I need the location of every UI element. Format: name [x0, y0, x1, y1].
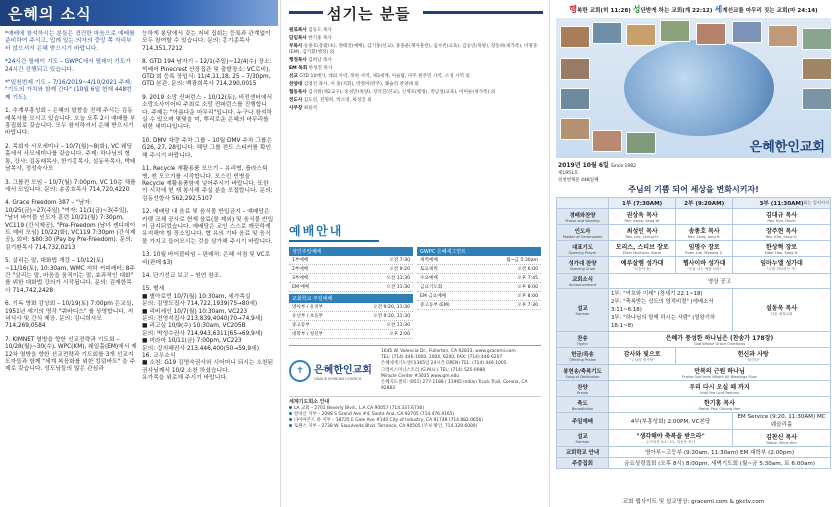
staff-role: 사무장 — [289, 106, 303, 111]
praise: 우리 다시 오실 때 까지 Until the Lord Returns — [609, 381, 831, 397]
motto-text: 복한 교회(히 11:28) — [576, 8, 631, 14]
contact-block — [289, 345, 541, 392]
dateline — [552, 158, 835, 183]
schedule-row — [289, 321, 413, 330]
staff-role: 원로목사 — [289, 28, 307, 33]
branches-title: 세계기도회소 안내 — [289, 399, 330, 406]
bullet-icon — [289, 406, 292, 409]
staff-row — [289, 98, 541, 104]
staff-names: 김영진 목사, 이 홍(지휘), 박정미(반주), 웨슬리 찬양대 외 — [303, 82, 419, 87]
row-label: 교회소식 Announcement — [557, 274, 609, 289]
schedule-row — [417, 274, 541, 283]
photo — [802, 28, 831, 50]
website-footer[interactable]: 교회 웹사이트 및 설교영상: gracemi.com & gkctv.com — [622, 499, 765, 505]
schedule-title: 예배안내 — [289, 222, 379, 242]
address-line: Miracle Center #3035 www.gm.edu — [381, 373, 460, 379]
news-panel — [0, 0, 278, 507]
staff-names: 최용석 — [303, 106, 318, 111]
news-item: 능하게 봉담에서 갖는 저녁 집회는 등록과 관계없이 모두 참여할 수 있습니다. 문의: 홍기종목사 714,351,7212 — [142, 31, 271, 52]
staff-row — [289, 28, 541, 34]
staff-header — [281, 0, 549, 26]
schedule-item: 대학부 / 청년부 — [292, 332, 324, 337]
bulletin-panel — [552, 0, 835, 507]
schedule-time: 오후 8:00 — [517, 294, 538, 299]
schedule-time: 오전 7:30 — [389, 258, 410, 263]
worship-order-table — [556, 197, 831, 469]
news-header — [0, 0, 278, 26]
photo — [592, 22, 622, 44]
schedule-row — [417, 292, 541, 301]
schedule-row — [417, 265, 541, 274]
schedule-time: 월~금 5:30am — [506, 258, 538, 263]
response: 만복의 근원 하나님 Praise God from Whom All Blessings Flow — [609, 365, 831, 381]
staff-names: 김동도 목사 — [308, 28, 332, 33]
address-line: 그레이스미니스트리 (G.M.U.) TEL: (714) 525-0088 — [381, 367, 486, 373]
staff-role: 찬양대 — [289, 82, 303, 87]
service-1-cell: 최성인 목사 Rev. Lee, Leung H. — [609, 225, 676, 241]
schedule-item: 토요새벽 — [420, 267, 438, 272]
schedule-item: 2부예배 — [292, 267, 309, 272]
schedule-row — [289, 265, 413, 274]
staff-names: 김희남 목사 — [308, 58, 332, 63]
service-1-cell: 예루살렘 성가대 "모퉁이 돌" — [609, 257, 676, 274]
news-item: 2. 목회자 사모세미나 – 10/7(월)~8(화), VC 웨딩홀에서 사모세미나를 갖습니다. 주제: 하나님의 형통, 강사: 김동래목사, 한기홍목사, 설동욱목사, 박태남목사, 정성숙사모 — [5, 143, 136, 173]
preacher: 설동욱 목사 서울 예정교회 — [733, 289, 831, 332]
staff-row — [289, 58, 541, 64]
photo — [560, 118, 590, 140]
photo — [626, 24, 656, 46]
staff-role: 행정목사 — [289, 58, 307, 63]
schedule-item: 중고등부 (EM) — [420, 303, 450, 308]
sermon-list: 1부: "여호와 이레" (창세기 22:1~18) 2부: "축복받는 성도의 영적비결" (에베소서 3:11~6:18) 3부: "하나님의 함께 하시는 사람" (열왕기하 18:1~8) — [609, 289, 733, 332]
worship-row — [557, 209, 831, 225]
theme: 주님의 기쁨 되어 세상을 변화시키자! — [628, 185, 759, 194]
photo — [560, 26, 590, 48]
schedule-item: 금요기도회 — [420, 285, 443, 290]
church-name: 은혜한인교회 — [314, 364, 372, 376]
schedule-time: 오후 8:00 — [517, 285, 538, 290]
row-label: 설교 Sermon — [557, 430, 609, 447]
schedule-item: 영아부 / 유치부 — [292, 305, 324, 310]
schedule-row — [289, 274, 413, 283]
service-2-cell — [676, 209, 733, 225]
bullet-icon — [289, 412, 292, 415]
schedule-head: 교회학교 주일예배 — [289, 294, 413, 303]
bullet-icon — [289, 418, 292, 421]
photo — [696, 23, 726, 45]
globe-image — [624, 40, 774, 136]
branch-text: LA 교회 – 2701 Beverly Blvd., L.A CA 90057 (714.337.6730) — [294, 406, 425, 412]
volume: 제1951호 — [558, 171, 579, 176]
standing-note: *회는 일어서서 — [801, 200, 829, 205]
row-label: 주중집회 — [557, 458, 609, 469]
cross-icon: ✝ — [289, 360, 311, 382]
news-item: 4. Grace Freedom 387 – "남자: 10/25(금)~27(주일) "여자: 11/1(금)~3(주일), "남녀 바이블 인도자 훈련 10/21(월) 7:30pm, VC119 (간식제공), "Pre-Freedom (남녀 켄디데이트 예비 모임) 10/22(화), VC119 7:30pm (간식제공), 회비: $80:30 (Pay by Pre-Freedom). 문의: 김기환목사 714,732,0213 — [5, 200, 136, 251]
schedule-time: 오전 11:30 — [386, 276, 410, 281]
service-2-cell: 헵사이바 성가대 "공동 나는 세를 보라" — [676, 257, 733, 274]
since: Since 1982 — [610, 164, 636, 169]
staff-role: 협동목사 — [289, 90, 307, 95]
staff-names: 김석원(제2교구), 홍성만(목양), 장석진(선교), 신재호(행정), 박남성(교육), 이미순(새가족) 외 — [308, 90, 496, 95]
row-label: 축도 Benediction — [557, 397, 609, 413]
date: 2019년 10월 6일 — [558, 162, 609, 169]
row-label: 설교 Sermon — [557, 289, 609, 332]
schedule-time: 오후 7:45 — [517, 276, 538, 281]
staff-row — [289, 44, 541, 56]
row-label: 경배와찬양 Praise and Worship — [557, 209, 609, 225]
news-item: ■ 별아로먼 10/7(월) 10:30am, 세가족실 — [142, 293, 251, 300]
news-item: 유가족을 위로해 주시기 바랍니다. — [142, 375, 228, 382]
hymn: 은혜가 풍성한 하나님은 (찬송가 178장) God Whose Grace Overflows — [609, 332, 831, 348]
banner-church-name: 은혜한인교회 — [749, 140, 825, 155]
schedule-row — [417, 301, 541, 310]
service-3-cell: 장주현 목사 Rev. Kim, Sang O. — [733, 225, 831, 241]
col-spacer — [557, 198, 609, 209]
motto-text: 계선교를 마무리 짓는 교회(마 24:14) — [722, 8, 818, 14]
staff-role: 선교 — [289, 74, 298, 79]
schedule-time: 오후 2:00 — [389, 332, 410, 337]
church-name-en: GRACE KOREAN CHURCH — [314, 375, 362, 381]
schedule-time: 오전 11:30 — [386, 323, 410, 328]
address-line: 은혜세계기도센터(365일 24시간 OPEN) TEL: (714) 446-1005 — [381, 361, 507, 367]
photo — [560, 58, 590, 80]
row-label: 봉헌송/축복기도 Song of Dedication — [557, 365, 609, 381]
staff-row — [289, 82, 541, 88]
address-line: 1645 W. Valencia Dr., Fullerton, CA 92833, www.gracemi.com — [381, 349, 516, 354]
worship-row — [557, 241, 831, 257]
photo — [592, 130, 622, 152]
news-item: 7. KIMNET 열방을 향한 선교전략과 기도회 – 10/28(월)~30(수), WPC(KM), 웨일홀(EM)에서 제 12차 열방을 향한 선교전략과 기도회를 3개 선교지도자들과 함께 "세계 복음화를 위한 킹덤바트" 을 주제로 갖습니다. 성도님들의 많은 관심과 — [5, 336, 137, 373]
news-item: ■ 미라마 10/11(금) 7:00pm, VC223 — [142, 338, 242, 345]
staff-row — [289, 106, 541, 112]
schedule-sunday — [289, 245, 413, 339]
photo — [768, 25, 798, 47]
sunday-revival: 4부(부흥성회) 2:00PM, VC본당 — [609, 413, 733, 430]
schedule-item: 유년부 / 초등부 — [292, 314, 324, 319]
service-2-cell: 임명수 장로 Elder Lim, Myeong S. — [676, 241, 733, 257]
header-rule — [423, 11, 543, 14]
news-item: 문의: 전영석집사 213,839,4040(70→74,9세) — [142, 316, 263, 322]
worship-row — [557, 225, 831, 241]
weekly-meetings: 금요성령집회 (오후 8시) 8:00pm, 새벽기도회 (월~금 5:30am, 토 6:00am) — [609, 458, 831, 469]
staff-names: GTD 10배가, 대외 사역, 북한 사역, 제3세계, 이슬람, 미주 원주민 사역, 소경 사역 외 — [299, 74, 470, 79]
branch-text: 알바산 지부 – 2098 S Grand Ave #4, Santa Ana, CA 92705 (714.476.9165) — [294, 412, 455, 418]
schedule-row — [289, 283, 413, 292]
worship-row — [557, 257, 831, 274]
news-item: 문의: 강지혜권사 213,446,400(50→59,9세) — [142, 345, 259, 352]
schedule-time: 오전 9:20, 11:30 — [373, 305, 410, 310]
motto-text: 단받게 하는 교회(계 22:12) — [640, 8, 713, 14]
news-item: 13. 10월 바이블타임 – 판매처: 은혜 서점 및 VC로비(판매 $3) — [142, 252, 271, 266]
news-item: 문의: 김명도집사 714,722,1939(75→80세) — [142, 301, 258, 308]
news-item: 15. 별세 — [142, 286, 165, 293]
news-item: 12. 예배당 내 음료 및 음식물 반입금지 – 예배당은 카펫 교체 공사로 현재 음료(물 제외) 및 음식물 반입이 금지되었습니다. 예배당은 교인 스스로 깨끗하게 유지해야 할 장소입니다. 협 유의 기타 음료 및 음식물 가지고 들어오시는 것을 삼가해 주시기 바랍니다. — [142, 209, 274, 245]
service-1-cell: 모리스, 스티브 장로 Elder Morrison, Steve — [609, 241, 676, 257]
schedule-time: 오후 7:30 — [517, 303, 538, 308]
staff-list — [281, 26, 549, 216]
row-label: 성가대 찬양 Opening Choir — [557, 257, 609, 274]
schedule-item: EM 예배 — [292, 285, 310, 290]
address-line: 은혜지도센터: (951) 277-1188 / 11965 Indian Truck Trail, Corona, CA 92883 — [381, 380, 528, 392]
row-label: 찬송 Hymn — [557, 332, 609, 348]
staff-names: 김도연, 전명희, 박소영, 하성진 외 — [303, 98, 372, 103]
service-2-header: 2부 (9:20AM) — [676, 198, 733, 209]
photo — [560, 88, 590, 110]
row-label: 인도자 Master of Ceremonies — [557, 225, 609, 241]
service-1-header: 1부 (7:30AM) — [609, 198, 676, 209]
news-item: 6. 기독 영화 감상회 – 10/19(토) 7:00pm 은교실, 1951년 세기의 명작 "쿼바디스" 를 상영합니다. 저녁식사 및 간식 제공. 문의: 김니희사모 714,269,0584 — [5, 301, 134, 330]
staff-role: 담임목사 — [289, 36, 307, 41]
motto-initial: 세 — [714, 5, 723, 14]
address-line: TEL: (714) 446-1000, 1004, 6200, FAX: (714) 446-6207 — [381, 355, 503, 361]
schedule-time: 오전 11:30 — [386, 285, 410, 290]
staff-row — [289, 66, 541, 72]
news-item: 16. 교우소식 — [142, 353, 176, 360]
service-3-cell: 김대규 목사 Rev. Kim, David — [733, 209, 831, 225]
schedule-time: 오전 9:20, 11:30 — [373, 314, 410, 319]
news-item: *예배에 참석하시는 분들은 경건한 마음으로 예배를 준비하여 주시고, 입례 있는 의자의 중앙 쪽 자리부터 앉으셔서 은혜 받으시기 바랍니다. — [5, 31, 135, 52]
staff-names: 한성진 목사 — [308, 66, 333, 71]
news-item: 9. 2019 소망 컨퍼런스 – 10/12(토), 비전센터에서 소망소사이어티 주최로 소망 컨퍼런스를 진행합니다. 주제는 "아름다운 마무리"입니다. 누구나 참석하실 수 있으며 몇몇을 미, 뿌리로운 은혜의 마무리를 위한 세미나입니다. — [142, 94, 273, 131]
branches — [289, 396, 541, 430]
photo — [626, 132, 656, 154]
news-item: ■ 리고실 10/9(수) 10:30am, VC205B — [142, 323, 246, 330]
service-1-cell: 권상욱 목사 Rev. Kwon, Sang W. — [609, 209, 676, 225]
schedule-time: 오전 9:20 — [389, 267, 410, 272]
photo — [660, 20, 690, 42]
news-item: 14. 단기선교 보고 – 원연 참조. — [142, 272, 222, 279]
offering-2: 헌신과 사랑 "올인다" — [676, 348, 831, 365]
staff-names: 한기홍 목사 — [308, 36, 332, 41]
service-3-header: 3부 (11:30AM) — [733, 198, 831, 209]
motto-initial: 성 — [632, 5, 641, 14]
staff-panel — [280, 0, 550, 507]
motto-initial: 행 — [569, 5, 577, 14]
schedule-row — [289, 256, 413, 265]
row-label: 교회학교 안내 — [557, 447, 609, 458]
cover-image — [556, 18, 831, 158]
schedule-row — [417, 256, 541, 265]
row-label: 헌금/특송 Offering Praise — [557, 348, 609, 365]
service-3-cell: 한상혁 장로 Elder Han, Sang H. — [733, 241, 831, 257]
staff-row — [289, 90, 541, 96]
row-label: 주일예배 — [557, 413, 609, 430]
news-title: 은혜의 소식 — [8, 5, 92, 23]
relay-count: 일천번제문 448일째 — [558, 178, 599, 183]
schedule-row — [289, 312, 413, 321]
afternoon-sermon: "생각해야 축복을 받으라" 누가복음 5:1~11, 설동욱 목사 — [609, 430, 733, 447]
news-item: ■ 소천: G19 김영숙권사와 시어머니 되시는 소천된 권사님께서 10/2 소천 하셨습니다. — [142, 360, 274, 374]
branch-text: 다이아몬드 바 지부 – 18725 E Gale Ave #140 City of Industry, CA 91748 (714.882.0656) — [294, 418, 484, 424]
schedule-head: GWPC 은혜세그먼트 — [417, 247, 541, 256]
schedule-item: EM 금요예배 — [420, 294, 447, 299]
news-item: 8. GTD 194 남자기 – 12/1(주일)~12/4(수) 장소: 빅베어 Pinecrest 산장집관 및 출발장소: VC로비), GTD 회 등록 장입식: 11/4,11,18, 25 – 7/30pm, GTD 본관. 문의: 백광희목사 714,290,0015 — [142, 59, 272, 88]
photo — [802, 58, 831, 80]
news-item: 1. 추계부흥성회 – 은혜의 말씀을 전해 주시는 김동래목사를 모시고 있습니다. 오늘 오후 2시 예배를 부흥집회로 갖습니다. 모두 참석하셔서 은혜 받으시기 바랍니다. — [5, 108, 136, 137]
schedule-row — [289, 330, 413, 339]
staff-row — [289, 74, 541, 80]
schedule-item: 중고등부 — [292, 323, 310, 328]
staff-role: EM 목회 — [289, 66, 308, 71]
schedule-item: 3부예배 — [292, 276, 309, 281]
schedule-time: 오전 6:00 — [517, 267, 538, 272]
staff-title: 섬기는 분들 — [327, 5, 411, 23]
news-item: 10. DMV 차량 주차 그룹 – 10월 DMV 주차 그룹은 G26, 27, 28입니다. 해당 그룹 전도 스티커를 확인해 주시기 바랍니다. — [142, 137, 273, 159]
schedule-item: 1부예배 — [292, 258, 309, 263]
schedule-row — [417, 283, 541, 292]
em-service: EM Service (9:20, 11:30AM) MC웨슬리홀 — [733, 413, 831, 430]
school-info: 영아부~고등부 (9:20am, 11:30am) EM 대학부 (2:00pm) — [609, 447, 831, 458]
news-item: ■ 리버세인 10/7(월) 10:30am, VC223 — [142, 308, 248, 315]
announcement: 영상 공고 — [609, 274, 831, 289]
row-label: 찬양 Praise — [557, 381, 609, 397]
staff-names: 송종호(총괄/초), 정태진(예배), 김기홍(선교), 홍종운(제자훈련), 임수빈(교육), 김승연(목양), 장동하(새가족), 이명준(EM), 김기환(행정) 외 — [289, 44, 538, 55]
church-logo — [289, 349, 381, 392]
news-item: 문의: 박성수권사 714,943,6311(65→69,9세) — [142, 330, 263, 337]
news-column-2 — [142, 31, 274, 383]
schedule-row — [289, 303, 413, 312]
news-item: *"일천번제 기도 – 7/16/2019~4/10/2021 주제: "기도의 가치와 함께 간다" (10월 6일 현재 448번째 기도). — [5, 80, 132, 101]
church-motto — [552, 0, 835, 15]
em-preacher: 김찬신 목사 Pastor Shine Kim — [733, 430, 831, 447]
schedule-item: 새벽예배 — [420, 258, 438, 263]
schedule-head: 성인주일예배 — [289, 247, 413, 256]
branch-text: 토랜스 지부 – 2738 W. Sepulveda Blvd. Torrance, CA 90505 (주보 확인, 714.329.6000) — [294, 424, 478, 430]
header-rule — [289, 11, 323, 14]
news-item: 11. Recycle 재활용품 모으기 – 유리병, 플라스틱병, 캔 모으기를 시작합니다. 모스킨 빈병을 Recycle 재활용품함에 넣어주시기 바랍니다. 또한 이 시작에 헌 재 봉사해 주실 분을 모집합니다. 문의: 김동선항사 562,292,5107 — [142, 166, 273, 202]
row-label: 대표기도 Opening Prayer — [557, 241, 609, 257]
branch-item — [289, 424, 541, 430]
news-item: 3. 그룹전 모임 – 10/7(월) 7:00pm, VC 10층 채플에서 모입니다. 문의: 송종호목사 714,720,4220 — [5, 179, 136, 193]
news-item: *24시간 릴레이 기도 – GWPC에서 릴레이 기도가 24시간 진행되고 있습니다. — [5, 59, 131, 73]
address-block — [381, 349, 541, 392]
staff-row — [289, 36, 541, 42]
issue-info — [558, 160, 636, 183]
photo — [802, 88, 831, 110]
service-2-cell: 송종호 목사 Rev. Song, Jong H. — [676, 225, 733, 241]
news-column-1 — [5, 31, 137, 383]
bullet-icon — [289, 424, 292, 427]
benediction: 한기홍 목사 Pastor Paul Gihong Han — [609, 397, 831, 413]
offering-1: 감사와 빛으로 "주님의 정사랑" — [609, 348, 676, 365]
photo — [732, 21, 762, 43]
schedule-weekday — [417, 245, 541, 339]
service-3-cell: 임마누엘 성가대 "주를 의모하는 자" — [733, 257, 831, 274]
schedule — [281, 245, 549, 339]
schedule-item: 수요예배 — [420, 276, 438, 281]
news-item: 5. 살리는 말, 대화법 개강 – 10/12(토) ~11/16(토), 10:30am, WMC 지하 커피레터, 8주간 "살리는 말, 마음을 움직이는 말, 효과적인 대화" 를 위한 대화법 강의가 시작됩니다. 문의: 김재한목사 714,742,2428 — [5, 258, 135, 294]
staff-role: 부목사 — [289, 44, 303, 49]
staff-role: 전도사 — [289, 98, 303, 103]
